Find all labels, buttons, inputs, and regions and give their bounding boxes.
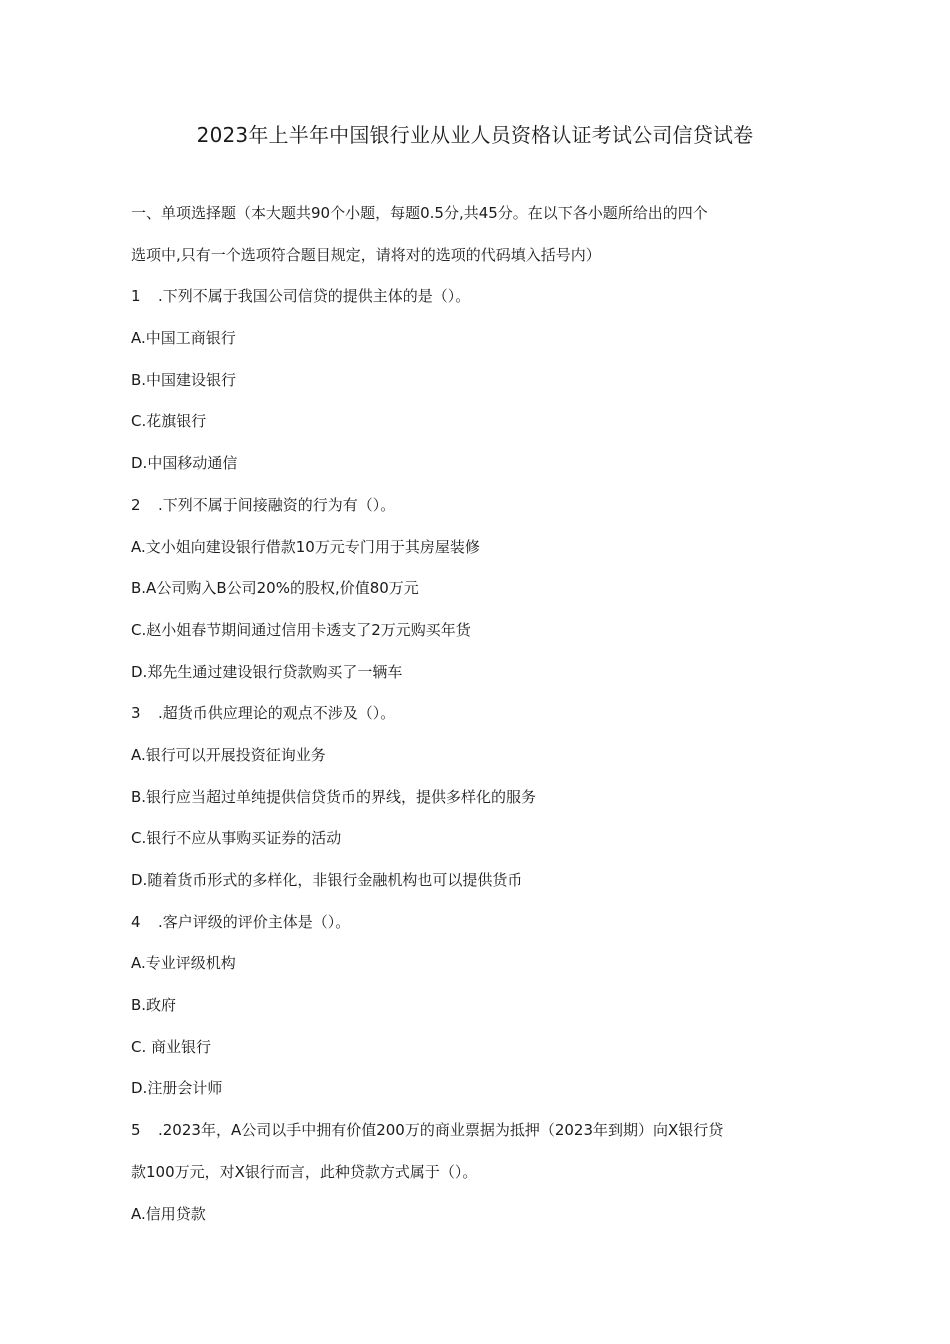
answer-option: A.中国工商银行 bbox=[131, 329, 236, 348]
section-intro-line: 一、单项选择题（本大题共90个小题，每题0.5分,共45分。在以下各小题所给出的四个 bbox=[131, 204, 708, 222]
question-number: 2 bbox=[131, 495, 141, 514]
answer-option: D.郑先生通过建设银行贷款购买了一辆车 bbox=[131, 662, 403, 681]
question-stem bbox=[131, 1118, 781, 1160]
question-number: 5 bbox=[131, 1121, 141, 1140]
answer-option: C.赵小姐春节期间通过信用卡透支了2万元购买年货 bbox=[131, 620, 471, 639]
question-stem-continued: 款100万元，对X银行而言，此种贷款方式属于（）。 bbox=[131, 1162, 478, 1181]
question-text: .下列不属于间接融资的行为有（）。 bbox=[158, 495, 396, 514]
question-text: .下列不属于我国公司信贷的提供主体的是（）。 bbox=[158, 287, 471, 306]
question-text: .2023年，A公司以手中拥有价值200万的商业票据为抵押（2023年到期）向X银行贷 bbox=[158, 1121, 724, 1140]
question-stem bbox=[131, 493, 781, 535]
answer-option: B.政府 bbox=[131, 996, 177, 1015]
answer-option: B.A公司购入B公司20%的股权,价值80万元 bbox=[131, 579, 419, 598]
question-number: 3 bbox=[131, 704, 141, 723]
answer-option: D.中国移动通信 bbox=[131, 454, 238, 473]
question-text: .超货币供应理论的观点不涉及（）。 bbox=[158, 704, 396, 723]
section-intro-line: 选项中,只有一个选项符合题目规定，请将对的选项的代码填入括号内） bbox=[131, 245, 601, 264]
answer-option: A.银行可以开展投资征询业务 bbox=[131, 745, 326, 764]
question-stem bbox=[131, 284, 781, 326]
answer-option: B.中国建设银行 bbox=[131, 370, 237, 389]
question-text: .客户评级的评价主体是（）。 bbox=[158, 912, 351, 931]
question-number: 1 bbox=[131, 287, 141, 306]
document-title: 2023年上半年中国银行业从业人员资格认证考试公司信贷试卷 bbox=[196, 123, 754, 147]
document-body bbox=[131, 201, 781, 1243]
answer-option: C.花旗银行 bbox=[131, 412, 207, 431]
answer-option: A.文小姐向建设银行借款10万元专门用于其房屋装修 bbox=[131, 537, 480, 556]
answer-option: B.银行应当超过单纯提供信贷货币的界线，提供多样化的服务 bbox=[131, 787, 537, 806]
answer-option: A.信用贷款 bbox=[131, 1204, 206, 1223]
answer-option: A.专业评级机构 bbox=[131, 954, 236, 973]
question-stem bbox=[131, 910, 781, 952]
answer-option: C.银行不应从事购买证券的活动 bbox=[131, 829, 342, 848]
question-stem bbox=[131, 701, 781, 743]
answer-option: C. 商业银行 bbox=[131, 1037, 212, 1056]
answer-option: D.注册会计师 bbox=[131, 1079, 223, 1098]
answer-option: D.随着货币形式的多样化，非银行金融机构也可以提供货币 bbox=[131, 871, 523, 889]
question-number: 4 bbox=[131, 912, 141, 931]
